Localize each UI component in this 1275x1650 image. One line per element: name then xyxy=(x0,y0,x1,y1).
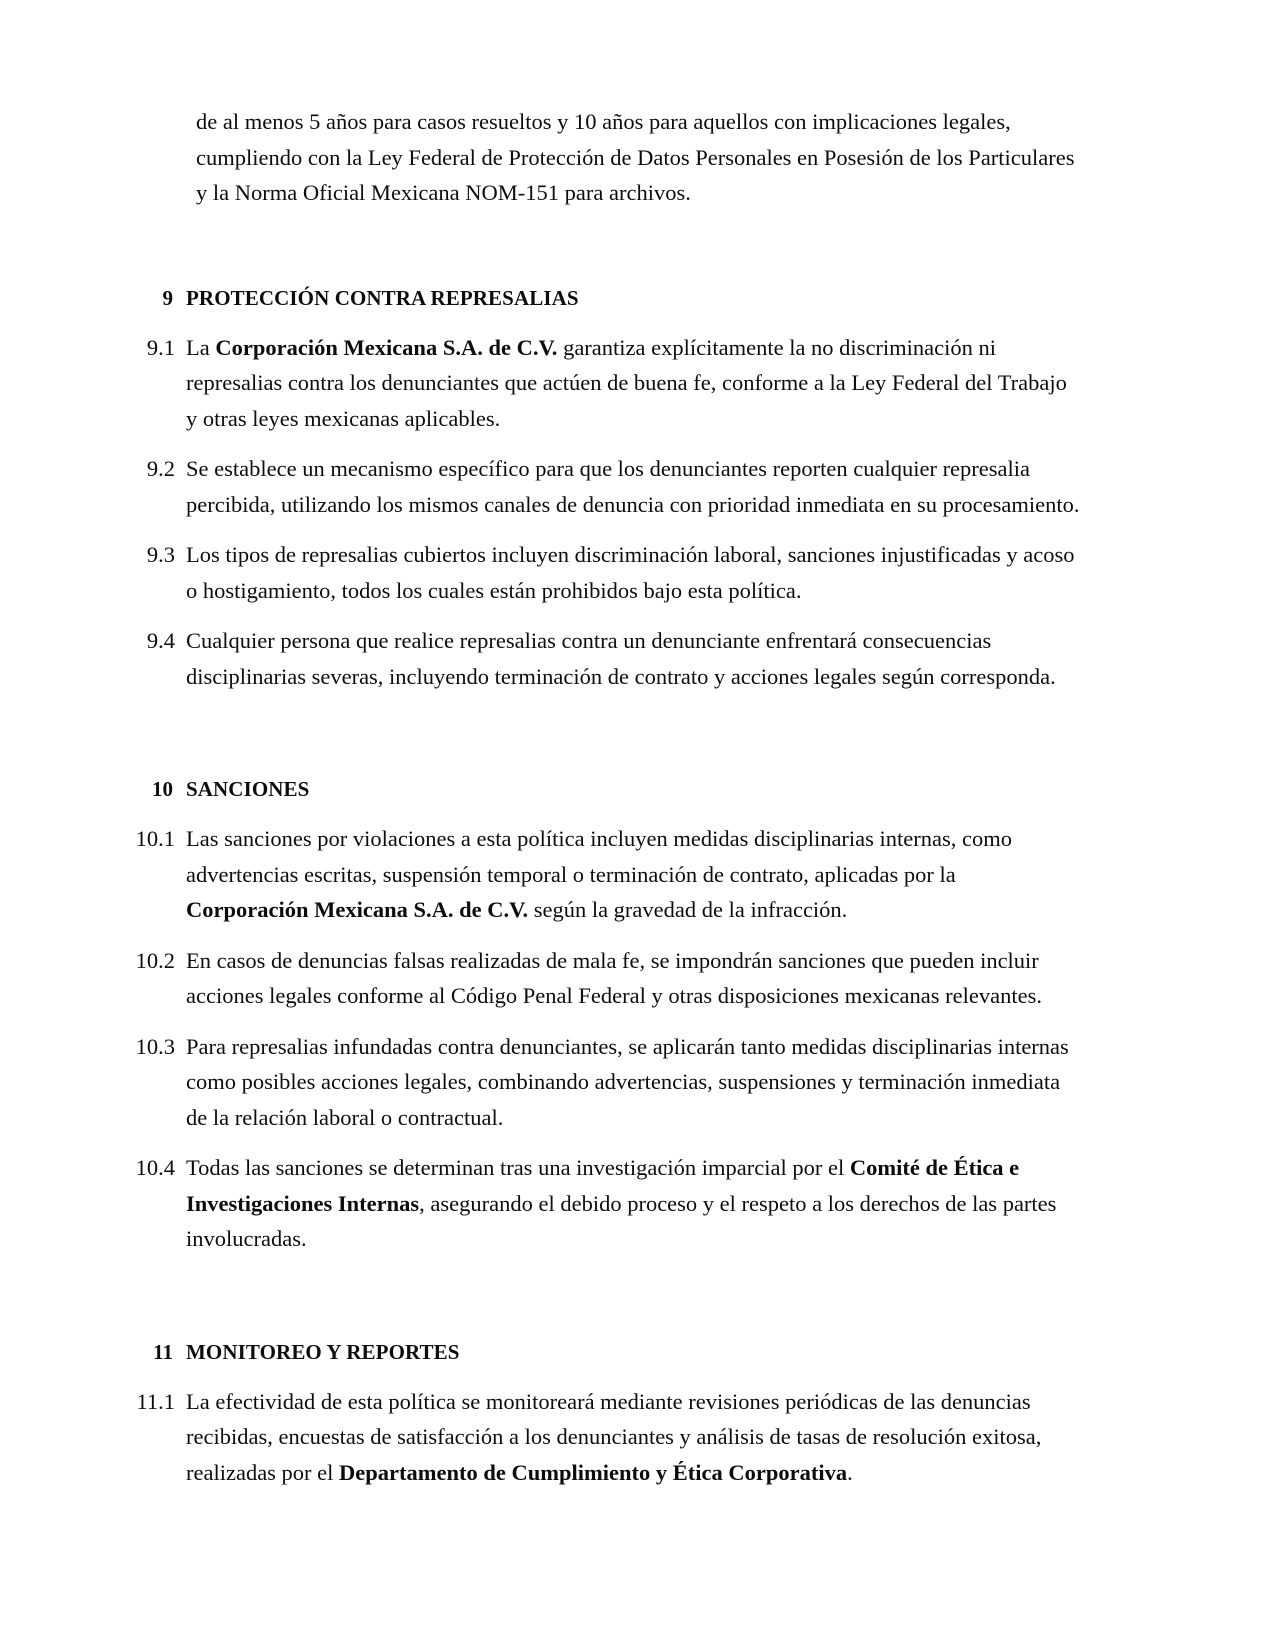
spacer xyxy=(131,1135,1081,1150)
plain-text: , asegurando el debido proceso y el respeto a los derechos de las partes involucradas. xyxy=(186,1190,1057,1251)
plain-text: Todas las sanciones se determinan tras una investigación imparcial por el xyxy=(186,1155,850,1180)
section-heading-sanciones xyxy=(131,774,1081,804)
plain-text: En casos de denuncias falsas realizadas de mala fe, se impondrán sanciones que pueden incluir acciones legales conforme al Código Penal Federal y otras disposiciones mexicanas relevantes. xyxy=(186,947,1042,1008)
sections-container xyxy=(131,283,1081,1491)
spacer xyxy=(131,211,1081,283)
document-content xyxy=(131,104,1081,1490)
plain-text: Los tipos de represalias cubiertos incluyen discriminación laboral, sanciones injustificadas y acoso o hostigamiento, todos los cuales están prohibidos bajo esta política. xyxy=(186,542,1075,603)
clause-number: 9.3 xyxy=(146,542,175,567)
emphasis-text: Corporación Mexicana S.A. de C.V. xyxy=(215,334,558,360)
clause-10-4 xyxy=(131,1150,1081,1257)
plain-text: La xyxy=(186,334,216,360)
spacer xyxy=(131,1257,1081,1337)
clause-10-3 xyxy=(131,1029,1081,1136)
plain-text: Cualquier persona que realice represalias contra un denunciante enfrentará consecuencias disciplinarias severas, incluyendo terminación de contrato y acciones legales según corresponda. xyxy=(186,628,1056,689)
clause-text xyxy=(186,330,1081,437)
spacer xyxy=(131,1367,1081,1384)
clause-text xyxy=(186,537,1081,608)
clause-number: 10.3 xyxy=(135,1033,175,1059)
spacer xyxy=(131,928,1081,943)
plain-text: garantiza explícitamente la no discriminación ni represalias contra los denunciantes que actúen de buena fe, conforme a la Ley Federal del Trabajo y otras leyes mexicanas aplicables. xyxy=(186,334,1067,431)
clause-10-2 xyxy=(131,943,1081,1014)
plain-text: La efectividad de esta política se monitoreará mediante revisiones periódicas de las denuncias recibidas, encuestas de satisfacción a los denunciantes y análisis de tasas de resolución exitosa, realizadas por el xyxy=(186,1388,1042,1485)
spacer xyxy=(131,608,1081,623)
section-number: 10 xyxy=(152,777,173,801)
section-number: 11 xyxy=(153,1339,173,1364)
plain-text: de al menos 5 años para casos resueltos y 10 años para aquellos con implicaciones legales, cumpliendo con la Ley Federal de Protección de Datos Personales en Posesión de los Particulares y la Norma Oficial Mexicana NOM-151 para archivos. xyxy=(196,109,1075,205)
plain-text: según la gravedad de la infracción. xyxy=(528,897,848,922)
clause-9-4 xyxy=(131,623,1081,694)
spacer xyxy=(131,313,1081,330)
clause-number: 10.4 xyxy=(135,1155,175,1180)
clause-number: 10.1 xyxy=(135,826,175,851)
clause-text xyxy=(186,1384,1081,1491)
clause-9-2 xyxy=(131,451,1081,522)
clause-10-1 xyxy=(131,821,1081,928)
section-title: SANCIONES xyxy=(186,777,310,801)
spacer xyxy=(131,1014,1081,1029)
section-heading-monitoreo-y-reportes xyxy=(131,1337,1081,1367)
spacer xyxy=(131,436,1081,451)
clause-number: 10.2 xyxy=(135,947,175,973)
section-heading-proteccion-contra-represalias xyxy=(131,283,1081,313)
emphasis-text: Departamento de Cumplimiento y Ética Corporativa xyxy=(339,1459,848,1485)
clause-number: 9.1 xyxy=(146,334,175,360)
clause-11-1 xyxy=(131,1384,1081,1491)
section-title: MONITOREO Y REPORTES xyxy=(186,1339,460,1364)
plain-text: Se establece un mecanismo específico para que los denunciantes reporten cualquier represalia percibida, utilizando los mismos canales de denuncia con prioridad inmediata en su procesamiento. xyxy=(186,456,1080,517)
spacer xyxy=(131,804,1081,821)
clause-text xyxy=(186,1150,1081,1257)
emphasis-text: Comité de Ética e Investigaciones Internas xyxy=(186,1155,1020,1216)
plain-text: Para represalias infundadas contra denunciantes, se aplicarán tanto medidas disciplinarias internas como posibles acciones legales, combinando advertencias, suspensiones y terminación inmediata de la relación laboral o contractual. xyxy=(186,1033,1069,1130)
clause-text xyxy=(186,943,1081,1014)
clause-text xyxy=(186,1029,1081,1136)
emphasis-text: Corporación Mexicana S.A. de C.V. xyxy=(186,897,529,922)
clause-text xyxy=(186,451,1081,522)
clause-9-3 xyxy=(131,537,1081,608)
plain-text: . xyxy=(847,1459,853,1485)
section-number: 9 xyxy=(162,285,173,310)
clause-9-1 xyxy=(131,330,1081,437)
clause-text xyxy=(186,623,1081,694)
clause-number: 9.4 xyxy=(146,628,175,653)
spacer xyxy=(131,522,1081,537)
section-title: PROTECCIÓN CONTRA REPRESALIAS xyxy=(186,285,579,310)
lead-paragraph xyxy=(196,104,1081,211)
clause-number: 11.1 xyxy=(136,1388,175,1414)
clause-number: 9.2 xyxy=(146,456,175,481)
spacer xyxy=(131,694,1081,774)
plain-text: Las sanciones por violaciones a esta política incluyen medidas disciplinarias internas, como advertencias escritas, suspensión temporal o terminación de contrato, aplicadas por la xyxy=(186,826,1013,887)
clause-text xyxy=(186,821,1081,928)
